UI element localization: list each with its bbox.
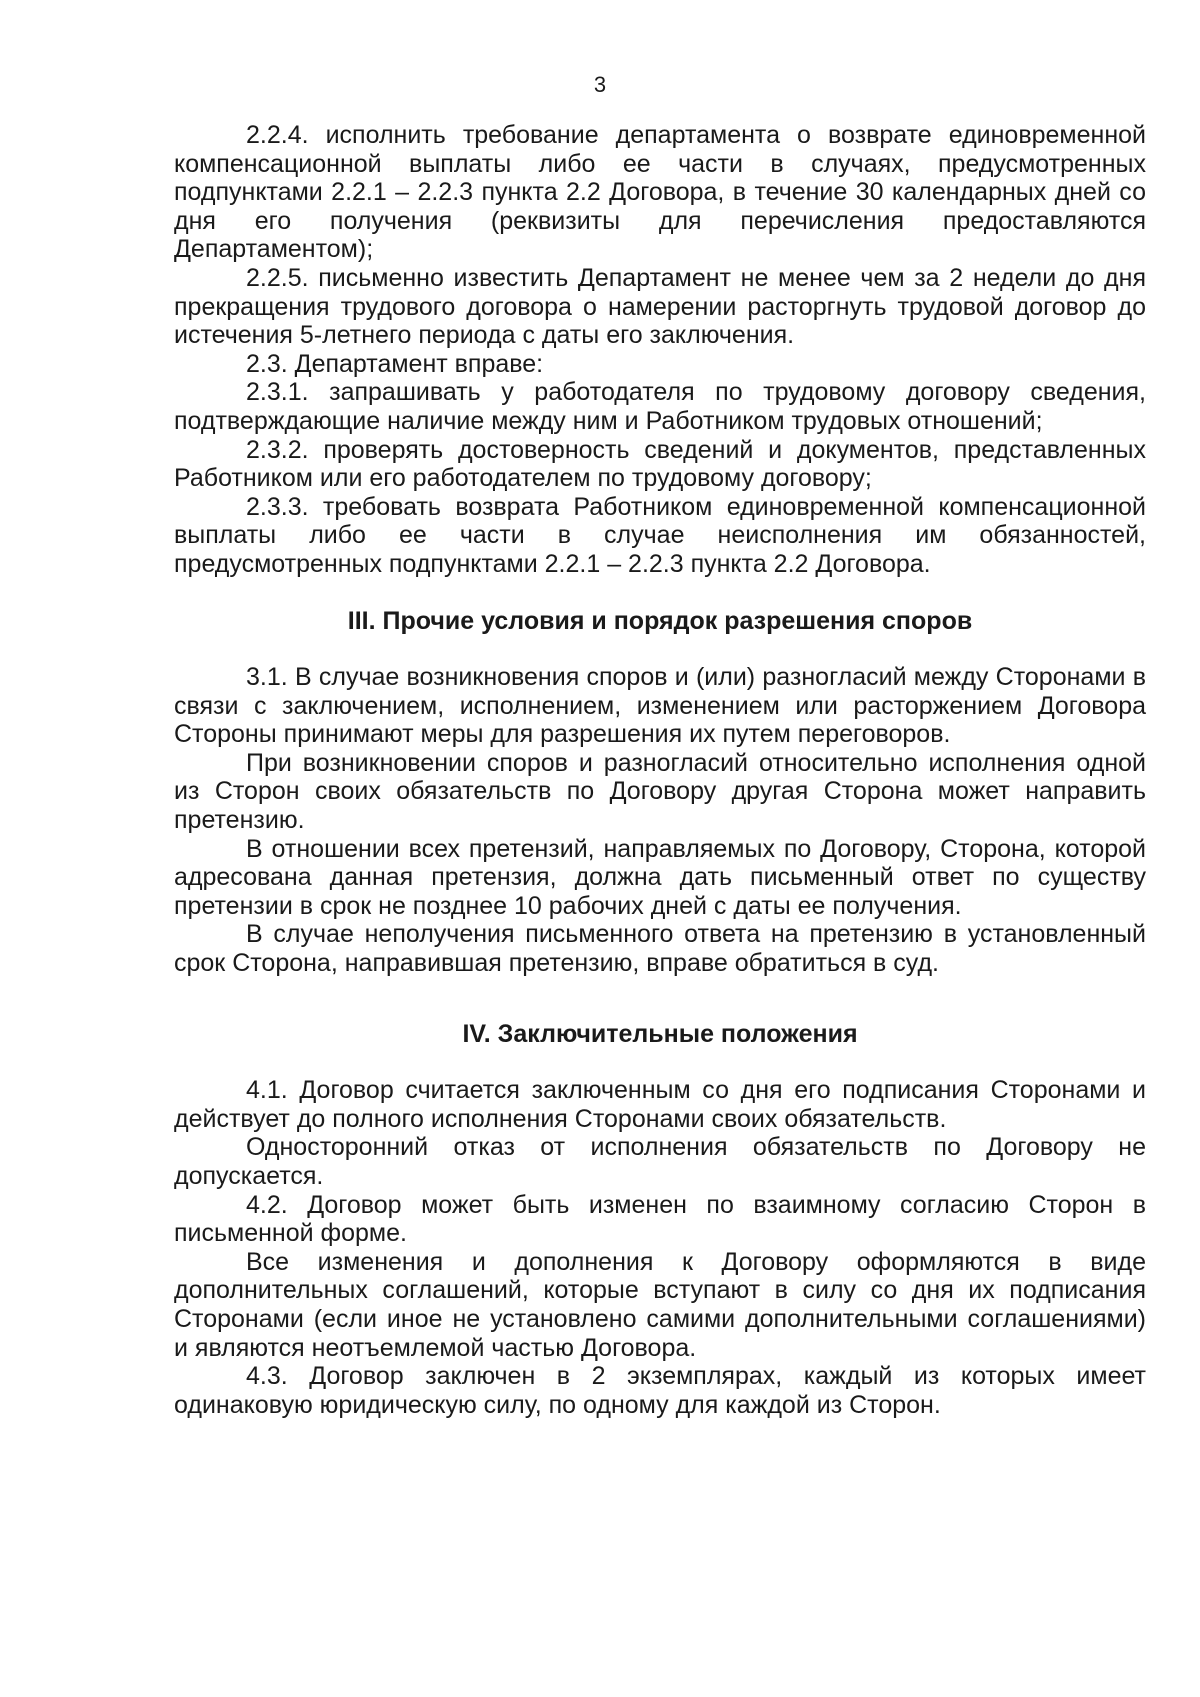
paragraph-2-2-5: 2.2.5. письменно известить Департамент не менее чем за 2 недели до дня прекращения трудового договора о намерении расторгнуть трудовой договор до истечения 5-летнего периода с даты его заключения. [174, 263, 1146, 350]
paragraph-3-1-claims: При возникновении споров и разногласий относительно исполнения одной из Сторон своих обязательств по Договору другая Сторона может направить претензию. [174, 748, 1146, 835]
paragraph-2-3-2: 2.3.2. проверять достоверность сведений и документов, представленных Работником или его работодателем по трудовому договору; [174, 435, 1146, 493]
page-number: 3 [593, 72, 607, 97]
paragraph-2-3: 2.3. Департамент вправе: [246, 349, 544, 378]
paragraph-3-1: 3.1. В случае возникновения споров и (или) разногласий между Сторонами в связи с заключением, исполнением, изменением или расторжением Договора Стороны принимают меры для разрешения их путем переговоров. [174, 663, 1146, 749]
paragraph-4-1: 4.1. Договор считается заключенным со дня его подписания Сторонами и действует до полного исполнения Сторонами своих обязательств. [174, 1076, 1146, 1133]
section-3-heading: III. Прочие условия и порядок разрешения споров [347, 606, 973, 635]
section-4-heading: IV. Заключительные положения [462, 1019, 858, 1048]
paragraph-2-3-3: 2.3.3. требовать возврата Работником единовременной компенсационной выплаты либо ее части в случае неисполнения им обязанностей, предусмотренных подпунктами 2.2.1 – 2.2.3 пункта 2.2 Договора. [174, 492, 1146, 578]
paragraph-4-1-refusal: Односторонний отказ от исполнения обязательств по Договору не допускается. [174, 1133, 1146, 1190]
document-body [174, 121, 1146, 1419]
paragraph-2-2-4: 2.2.4. исполнить требование департамента о возврате единовременной компенсационной выплаты либо ее части в случаях, предусмотренных подпунктами 2.2.1 – 2.2.3 пункта 2.2 Договора, в течение 30 календарных дней со дня его получения (реквизиты для перечисления предоставляются Департаментом); [174, 121, 1146, 264]
paragraph-4-2: 4.2. Договор может быть изменен по взаимному согласию Сторон в письменной форме. [174, 1190, 1146, 1248]
paragraph-2-3-1: 2.3.1. запрашивать у работодателя по трудовому договору сведения, подтверждающие наличие между ним и Работником трудовых отношений; [174, 378, 1146, 435]
paragraph-3-1-response: В отношении всех претензий, направляемых по Договору, Сторона, которой адресована данная претензия, должна дать письменный ответ по существу претензии в срок не позднее 10 рабочих дней с даты ее получения. [174, 834, 1146, 920]
paragraph-4-2-amendments: Все изменения и дополнения к Договору оформляются в виде дополнительных соглашений, которые вступают в силу со дня их подписания Сторонами (если иное не установлено самими дополнительными соглашениями) и являются неотъемлемой частью Договора. [174, 1247, 1146, 1362]
paragraph-4-3: 4.3. Договор заключен в 2 экземплярах, каждый из которых имеет одинаковую юридическую силу, по одному для каждой из Сторон. [174, 1362, 1146, 1419]
paragraph-3-1-court: В случае неполучения письменного ответа на претензию в установленный срок Сторона, направившая претензию, вправе обратиться в суд. [174, 920, 1146, 978]
